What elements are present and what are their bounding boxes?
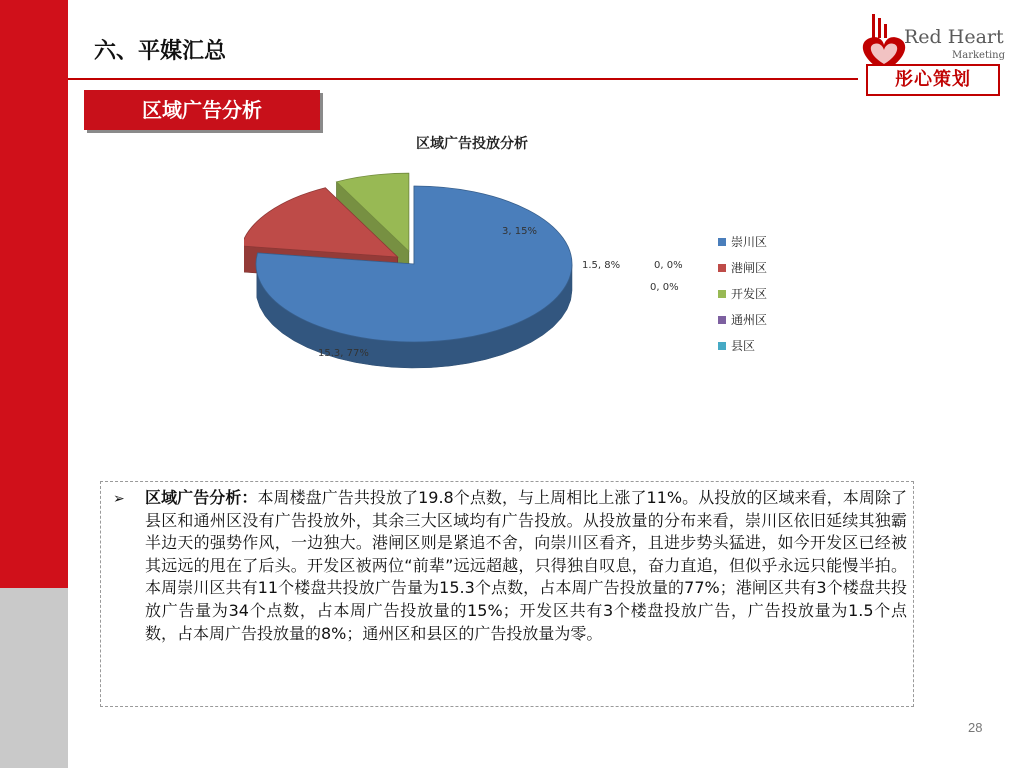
logo-chinese-name: 彤心策划 bbox=[866, 64, 1000, 96]
side-bar-gray bbox=[0, 588, 68, 768]
data-label-1: 3, 15% bbox=[502, 226, 537, 237]
analysis-textbox bbox=[100, 481, 914, 707]
data-label-3: 0, 0% bbox=[654, 260, 683, 271]
bullet-icon: ➢ bbox=[113, 491, 125, 507]
legend-label-1: 港闸区 bbox=[731, 261, 768, 275]
legend-swatch-1 bbox=[718, 264, 726, 272]
data-label-0: 15.3, 77% bbox=[318, 348, 369, 359]
legend-label-3: 通州区 bbox=[731, 313, 768, 327]
legend-label-2: 开发区 bbox=[731, 287, 768, 301]
analysis-body: 本周楼盘广告共投放了19.8个点数，与上周相比上涨了11%。从投放的区域来看，本周除了县区和通州区没有广告投放外，其余三大区域均有广告投放。从投放量的分布来看，崇川区依旧延续其独霸半边天的强势作风，一边独大。港闸区则是紧追不舍，向崇川区看齐，且进步势头猛进，如今开发区已经被其远远的甩在了后头。开发区被两位“前辈”远远超越，只得独自叹息，奋力直追，但似乎永远只能慢半拍。本周崇川区共有11个楼盘共投放广告量为15.3个点数，占本周广告投放量的77%；港闸区共有3个楼盘共投放广告量为34个点数，占本周广告投放量的15%；开发区共有3个楼盘投放广告，广告投放量为1.5个点数，占本周广告投放量的8%；通州区和县区的广告投放量为零。 bbox=[145, 488, 907, 643]
section-badge: 区域广告分析 bbox=[84, 90, 320, 130]
logo-english-name: Red Heart bbox=[904, 26, 1004, 48]
legend-label-0: 崇川区 bbox=[731, 235, 768, 249]
logo-english-tagline: Marketing bbox=[952, 50, 1006, 61]
legend-swatch-3 bbox=[718, 316, 726, 324]
data-label-4: 0, 0% bbox=[650, 282, 679, 293]
analysis-heading: 区域广告分析： bbox=[145, 488, 258, 507]
legend-swatch-4 bbox=[718, 342, 726, 350]
red-heart-logo bbox=[856, 12, 1006, 94]
page-number: 28 bbox=[968, 720, 983, 735]
title-underline bbox=[68, 78, 858, 80]
legend-label-4: 县区 bbox=[731, 339, 756, 353]
pie-chart-svg bbox=[244, 126, 776, 436]
chart-title: 区域广告投放分析 bbox=[416, 136, 528, 152]
data-label-2: 1.5, 8% bbox=[582, 260, 621, 271]
legend-swatch-0 bbox=[718, 238, 726, 246]
legend-swatch-2 bbox=[718, 290, 726, 298]
side-bar-red bbox=[0, 0, 68, 588]
slide-title: 六、平媒汇总 bbox=[94, 39, 227, 64]
pie-chart bbox=[244, 126, 776, 436]
analysis-paragraph bbox=[145, 487, 907, 645]
